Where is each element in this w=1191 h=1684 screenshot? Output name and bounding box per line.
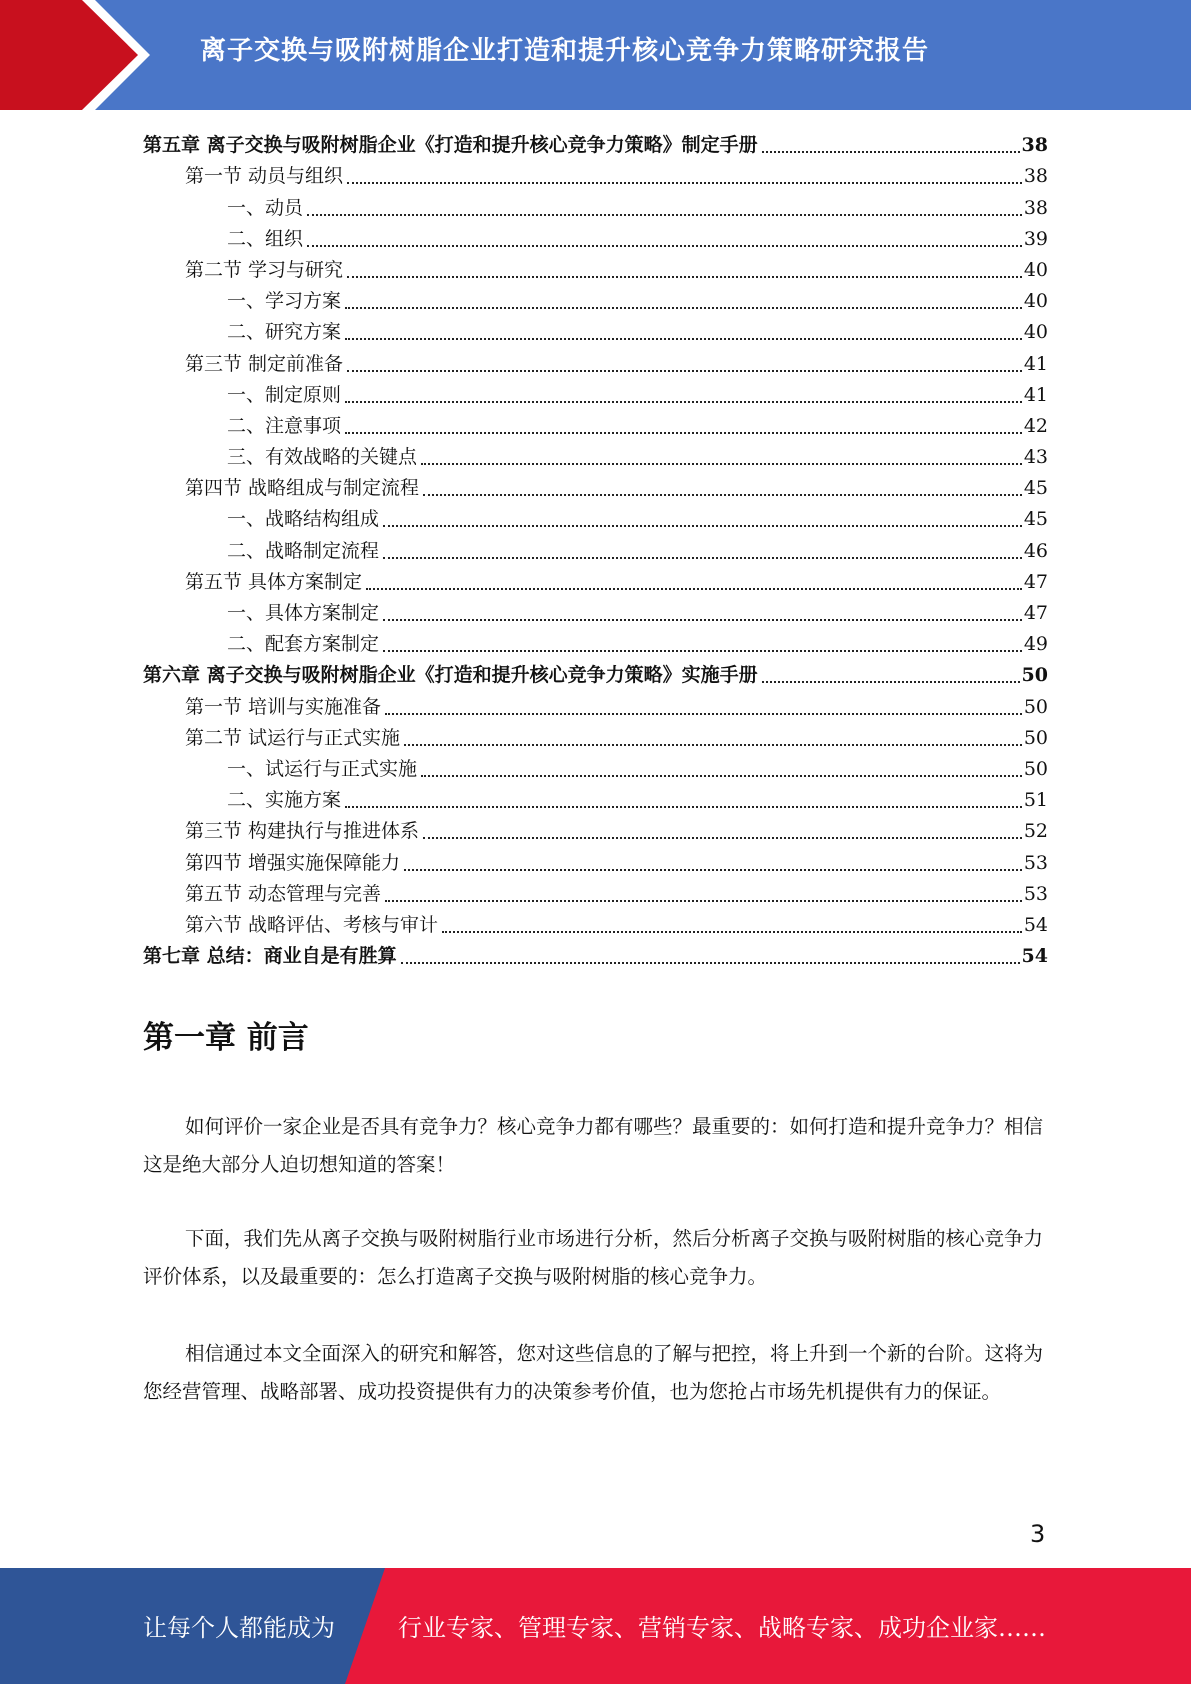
toc-entry-title: 第一节 培训与实施准备 [185, 695, 382, 718]
toc-entry-page: 43 [1023, 446, 1048, 469]
toc-entry[interactable] [143, 657, 1048, 688]
toc-entry[interactable] [143, 439, 1048, 470]
toc-entry[interactable] [143, 595, 1048, 626]
toc-entry-page: 54 [1023, 913, 1048, 936]
page-footer [0, 1568, 1191, 1684]
toc-dot-leader [385, 713, 1022, 715]
toc-entry[interactable] [143, 345, 1048, 376]
toc-entry-title: 二、组织 [227, 227, 304, 250]
footer-slogan-left: 让每个人都能成为 [143, 1614, 335, 1642]
toc-entry-title: 二、研究方案 [227, 321, 342, 344]
toc-entry-page: 53 [1023, 882, 1048, 905]
toc-entry-page: 38 [1021, 134, 1048, 157]
toc-dot-leader [366, 588, 1022, 590]
toc-dot-leader [404, 869, 1022, 871]
toc-entry-title: 一、具体方案制定 [227, 602, 380, 624]
toc-entry[interactable] [143, 938, 1048, 969]
toc-entry-title: 第五节 动态管理与完善 [185, 882, 382, 905]
page-header [0, 0, 1191, 110]
toc-entry-page: 40 [1023, 321, 1048, 344]
toc-entry-title: 二、注意事项 [227, 414, 342, 437]
toc-entry-page: 41 [1023, 352, 1048, 375]
toc-entry-title: 第六章 离子交换与吸附树脂企业《打造和提升核心竞争力策略》实施手册 [143, 664, 758, 687]
toc-entry[interactable] [143, 314, 1048, 345]
toc-entry-title: 第四节 增强实施保障能力 [185, 851, 401, 874]
toc-entry[interactable] [143, 501, 1048, 532]
toc-entry-page: 40 [1023, 258, 1048, 281]
toc-entry-page: 52 [1023, 820, 1048, 843]
toc-entry-page: 42 [1023, 414, 1048, 437]
toc-entry-page: 50 [1021, 664, 1048, 687]
footer-slogan-right: 行业专家、管理专家、营销专家、战略专家、成功企业家…… [398, 1614, 1046, 1642]
toc-entry[interactable] [143, 907, 1048, 938]
toc-entry[interactable] [143, 782, 1048, 813]
toc-entry-title: 第五节 具体方案制定 [185, 570, 363, 593]
toc-entry[interactable] [143, 626, 1048, 657]
chapter-title: 第一章 前言 [143, 1020, 309, 1056]
toc-dot-leader [385, 900, 1022, 902]
toc-entry-title: 一、动员 [227, 196, 304, 219]
header-arrow-decoration [0, 0, 160, 110]
toc-entry-page: 41 [1023, 383, 1048, 406]
toc-dot-leader [347, 370, 1022, 372]
toc-entry-title: 三、有效战略的关键点 [227, 446, 418, 469]
page-number: 3 [1030, 1520, 1046, 1548]
toc-entry-page: 50 [1023, 695, 1048, 718]
toc-dot-leader [345, 338, 1022, 340]
toc-entry-page: 45 [1023, 508, 1048, 531]
toc-dot-leader [421, 775, 1022, 777]
toc-entry-title: 一、战略结构组成 [227, 508, 380, 531]
toc-entry[interactable] [143, 221, 1048, 252]
toc-entry[interactable] [143, 532, 1048, 563]
toc-entry-page: 50 [1023, 757, 1048, 780]
toc-dot-leader [345, 307, 1022, 309]
toc-entry[interactable] [143, 283, 1048, 314]
toc-dot-leader [762, 151, 1020, 153]
toc-entry-title: 一、制定原则 [227, 383, 342, 406]
toc-entry-title: 一、学习方案 [227, 290, 342, 313]
toc-entry-page: 38 [1023, 165, 1048, 188]
toc-dot-leader [423, 494, 1022, 496]
toc-entry-title: 第二节 学习与研究 [185, 258, 344, 281]
intro-paragraph-2: 下面，我们先从离子交换与吸附树脂行业市场进行分析，然后分析离子交换与吸附树脂的核心竞争力评价体系，以及最重要的：怎么打造离子交换与吸附树脂的核心竞争力。 [143, 1227, 1044, 1288]
toc-dot-leader [762, 681, 1020, 683]
toc-entry-page: 47 [1023, 570, 1048, 593]
toc-entry-page: 40 [1023, 290, 1048, 313]
toc-entry-page: 51 [1023, 789, 1048, 812]
toc-entry-title: 第七章 总结：商业自是有胜算 [143, 945, 397, 968]
toc-dot-leader [307, 245, 1022, 247]
toc-entry-title: 第二节 试运行与正式实施 [185, 726, 401, 749]
toc-dot-leader [347, 182, 1022, 184]
toc-entry-title: 第六节 战略评估、考核与审计 [185, 913, 439, 936]
toc-dot-leader [307, 214, 1022, 216]
toc-dot-leader [423, 837, 1022, 839]
toc-entry[interactable] [143, 720, 1048, 751]
header-title: 离子交换与吸附树脂企业打造和提升核心竞争力策略研究报告 [200, 36, 930, 66]
toc-entry[interactable] [143, 158, 1048, 189]
toc-entry[interactable] [143, 408, 1048, 439]
table-of-contents [143, 127, 1048, 969]
toc-entry-page: 49 [1023, 633, 1048, 656]
toc-entry-title: 第一节 动员与组织 [185, 165, 344, 188]
toc-entry-page: 45 [1023, 477, 1048, 500]
toc-entry[interactable] [143, 688, 1048, 719]
toc-entry[interactable] [143, 876, 1048, 907]
toc-entry-page: 50 [1023, 726, 1048, 749]
toc-entry-title: 二、实施方案 [227, 789, 342, 812]
toc-dot-leader [347, 276, 1022, 278]
toc-dot-leader [383, 557, 1022, 559]
toc-entry-title: 第四节 战略组成与制定流程 [185, 477, 420, 500]
toc-entry-page: 47 [1023, 602, 1048, 624]
toc-dot-leader [345, 806, 1022, 808]
toc-dot-leader [421, 463, 1022, 465]
toc-dot-leader [345, 401, 1022, 403]
toc-entry-title: 第五章 离子交换与吸附树脂企业《打造和提升核心竞争力策略》制定手册 [143, 134, 758, 157]
toc-entry[interactable] [143, 377, 1048, 408]
toc-entry-title: 第三节 构建执行与推进体系 [185, 820, 420, 843]
toc-entry[interactable] [143, 564, 1048, 595]
toc-entry-page: 38 [1023, 196, 1048, 219]
toc-dot-leader [404, 744, 1022, 746]
toc-entry-title: 二、配套方案制定 [227, 633, 380, 656]
toc-entry-page: 39 [1023, 227, 1048, 250]
toc-entry[interactable] [143, 127, 1048, 158]
intro-paragraph-3: 相信通过本文全面深入的研究和解答，您对这些信息的了解与把控，将上升到一个新的台阶。这将为您经营管理、战略部署、成功投资提供有力的决策参考价值，也为您抢占市场先机提供有力的保证。 [143, 1342, 1044, 1403]
toc-dot-leader [383, 525, 1022, 527]
toc-dot-leader [383, 650, 1022, 652]
intro-paragraph-1: 如何评价一家企业是否具有竞争力？核心竞争力都有哪些？最重要的：如何打造和提升竞争力？相信这是绝大部分人迫切想知道的答案！ [143, 1115, 1044, 1176]
toc-dot-leader [401, 962, 1020, 964]
toc-dot-leader [442, 931, 1022, 933]
toc-entry[interactable] [143, 844, 1048, 875]
toc-entry-title: 第三节 制定前准备 [185, 352, 344, 375]
toc-entry[interactable] [143, 252, 1048, 283]
toc-entry[interactable] [143, 470, 1048, 501]
toc-entry-page: 53 [1023, 851, 1048, 874]
toc-dot-leader [383, 619, 1022, 621]
toc-entry-title: 二、战略制定流程 [227, 539, 380, 562]
toc-entry-title: 一、试运行与正式实施 [227, 757, 418, 780]
toc-dot-leader [345, 432, 1022, 434]
toc-entry[interactable] [143, 751, 1048, 782]
toc-entry[interactable] [143, 813, 1048, 844]
toc-entry-page: 54 [1021, 945, 1048, 968]
toc-entry-page: 46 [1023, 539, 1048, 562]
toc-entry[interactable] [143, 189, 1048, 220]
